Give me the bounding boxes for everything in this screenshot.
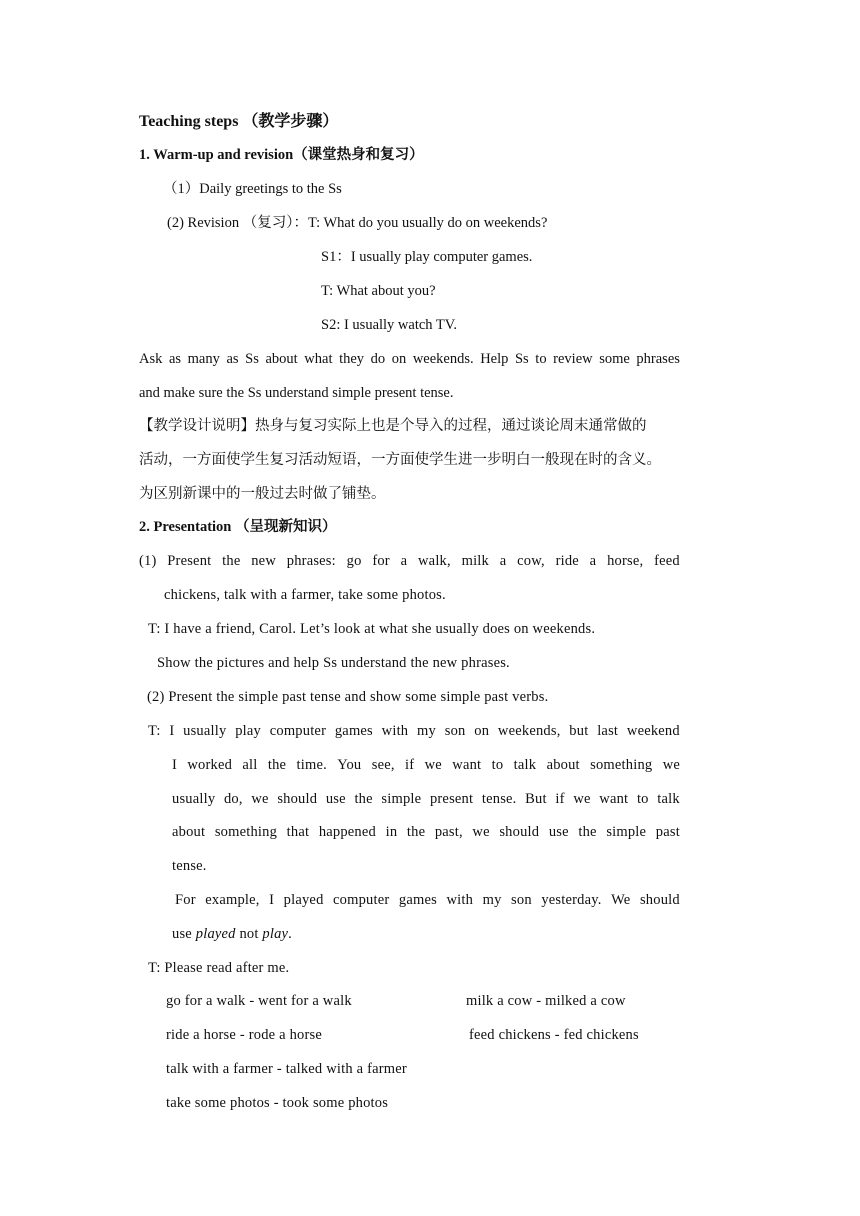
design-note-line: 活动，一方面使学生复习活动短语，一方面使学生进一步明白一般现在时的含义。 [139, 452, 661, 468]
word: my [482, 892, 502, 908]
verb-pair: milk a cow - milked a cow [466, 993, 626, 1009]
word: review [553, 351, 593, 367]
word: son [444, 723, 466, 739]
dialog-line-s1: S1：I usually play computer games. [321, 249, 533, 265]
word: many [187, 351, 220, 367]
italic-word-play: play [262, 926, 289, 942]
word: You [337, 757, 362, 773]
word: Help [480, 351, 509, 367]
presentation-line: chickens, talk with a farmer, take some photos. [164, 587, 446, 603]
word: last [597, 723, 619, 739]
word: new [251, 553, 276, 569]
verb-pair: feed chickens - fed chickens [469, 1027, 639, 1043]
word: Present [167, 553, 212, 569]
word: should [277, 791, 318, 807]
word: go [346, 553, 362, 569]
word: on [391, 351, 407, 367]
design-note-line: 【教学设计说明】热身与复习实际上也是个导入的过程，通过谈论周末通常做的 [139, 418, 647, 434]
word: a [400, 553, 408, 569]
word: For [175, 892, 196, 908]
verb-pair: ride a horse - rode a horse [166, 1027, 322, 1043]
word: I [269, 892, 275, 908]
word: ride [555, 553, 579, 569]
word: weekends, [497, 723, 561, 739]
page-title: Teaching steps （教学步骤） [139, 113, 339, 130]
word: as [168, 351, 182, 367]
verb-pair: talk with a farmer - talked with a farmer [166, 1061, 407, 1077]
word: usually [172, 791, 216, 807]
word: my [417, 723, 436, 739]
teacher-line [172, 789, 680, 809]
word: we [472, 824, 490, 840]
word: example, [205, 892, 260, 908]
word: to [636, 791, 649, 807]
word: weekend [626, 723, 680, 739]
word: we [251, 791, 269, 807]
word: But [525, 791, 547, 807]
word: past [655, 824, 680, 840]
word: usually [183, 723, 227, 739]
teacher-line [172, 924, 292, 944]
word: talk [657, 791, 680, 807]
word: on [474, 723, 490, 739]
word: all [242, 757, 258, 773]
instruction-line: Show the pictures and help Ss understand the new phrases. [157, 655, 510, 671]
teacher-line [172, 755, 680, 775]
word: played [283, 892, 324, 908]
word: T: [148, 723, 161, 739]
word: should [499, 824, 540, 840]
word: as [226, 351, 239, 367]
word: walk, [418, 553, 451, 569]
word: computer [333, 892, 390, 908]
word: weekends. [412, 351, 474, 367]
word: the [354, 791, 373, 807]
teacher-line: tense. [172, 858, 207, 874]
word: the [222, 553, 241, 569]
word: happened [318, 824, 376, 840]
presentation-line: (2) Present the simple past tense and show some simple past verbs. [147, 689, 549, 705]
word: talk [513, 757, 537, 773]
word: something [214, 824, 278, 840]
word: we [573, 791, 591, 807]
word: in [385, 824, 398, 840]
word: with [381, 723, 409, 739]
word: We [611, 892, 631, 908]
word: Ss [245, 351, 259, 367]
word: do [370, 351, 386, 367]
word: past, [434, 824, 463, 840]
italic-word-played: played [195, 926, 236, 942]
word: we [662, 757, 680, 773]
word: horse, [607, 553, 644, 569]
text-fragment: . [288, 926, 292, 942]
word: feed [654, 553, 680, 569]
word: milk [461, 553, 489, 569]
word: what [304, 351, 333, 367]
word: phrases: [286, 553, 336, 569]
word: use [548, 824, 569, 840]
word: phrases [636, 351, 680, 367]
item-revision: (2) Revision （复习）：T: What do you usually do on weekends? [167, 215, 548, 231]
word: simple [606, 824, 647, 840]
word: that [286, 824, 310, 840]
teacher-line [148, 721, 680, 741]
teacher-line [175, 890, 680, 910]
word: to [535, 351, 547, 367]
word: about [546, 757, 580, 773]
word: a [589, 553, 597, 569]
text-fragment: use [172, 926, 196, 942]
teacher-line [172, 822, 680, 842]
paragraph-line: and make sure the Ss understand simple present tense. [139, 385, 454, 401]
word: about [265, 351, 298, 367]
word: should [639, 892, 680, 908]
teacher-line: T: I have a friend, Carol. Let’s look at what she usually does on weekends. [148, 621, 596, 637]
presentation-line [139, 551, 680, 571]
dialog-line-t: T: What about you? [321, 283, 436, 299]
word: Ask [139, 351, 163, 367]
word: to [491, 757, 504, 773]
word: want [452, 757, 482, 773]
word: simple [381, 791, 422, 807]
word: cow, [517, 553, 545, 569]
dialog-line-s2: S2: I usually watch TV. [321, 317, 458, 333]
item-daily-greetings: （1）Daily greetings to the Ss [163, 181, 342, 197]
word: yesterday. [541, 892, 602, 908]
word: I [169, 723, 175, 739]
word: the [406, 824, 426, 840]
paragraph-line [139, 349, 680, 369]
word: Ss [514, 351, 529, 367]
word: I [172, 757, 178, 773]
teacher-line: T: Please read after me. [148, 960, 290, 976]
word: (1) [139, 553, 157, 569]
word: about [172, 824, 206, 840]
word: time. [296, 757, 327, 773]
word: do, [223, 791, 243, 807]
word: want [599, 791, 629, 807]
word: some [599, 351, 630, 367]
word: if [555, 791, 565, 807]
word: present [429, 791, 474, 807]
word: we [424, 757, 442, 773]
section-2-heading: 2. Presentation （呈现新知识） [139, 519, 337, 535]
verb-pair: go for a walk - went for a walk [166, 993, 352, 1009]
design-note-line: 为区别新课中的一般过去时做了铺垫。 [139, 486, 386, 502]
word: if [405, 757, 415, 773]
word: the [267, 757, 287, 773]
word: play [235, 723, 261, 739]
word: games [334, 723, 373, 739]
word: computer [269, 723, 327, 739]
word: the [578, 824, 597, 840]
section-1-heading: 1. Warm-up and revision（课堂热身和复习） [139, 147, 424, 163]
word: but [569, 723, 589, 739]
word: for [372, 553, 390, 569]
word: worked [187, 757, 233, 773]
verb-pair: take some photos - took some photos [166, 1095, 389, 1111]
word: something [590, 757, 653, 773]
word: use [325, 791, 346, 807]
word: see, [371, 757, 395, 773]
word: a [499, 553, 507, 569]
word: with [446, 892, 474, 908]
word: tense. [481, 791, 517, 807]
word: son [511, 892, 532, 908]
word: they [339, 351, 365, 367]
word: games [398, 892, 437, 908]
text-fragment: not [235, 926, 263, 942]
